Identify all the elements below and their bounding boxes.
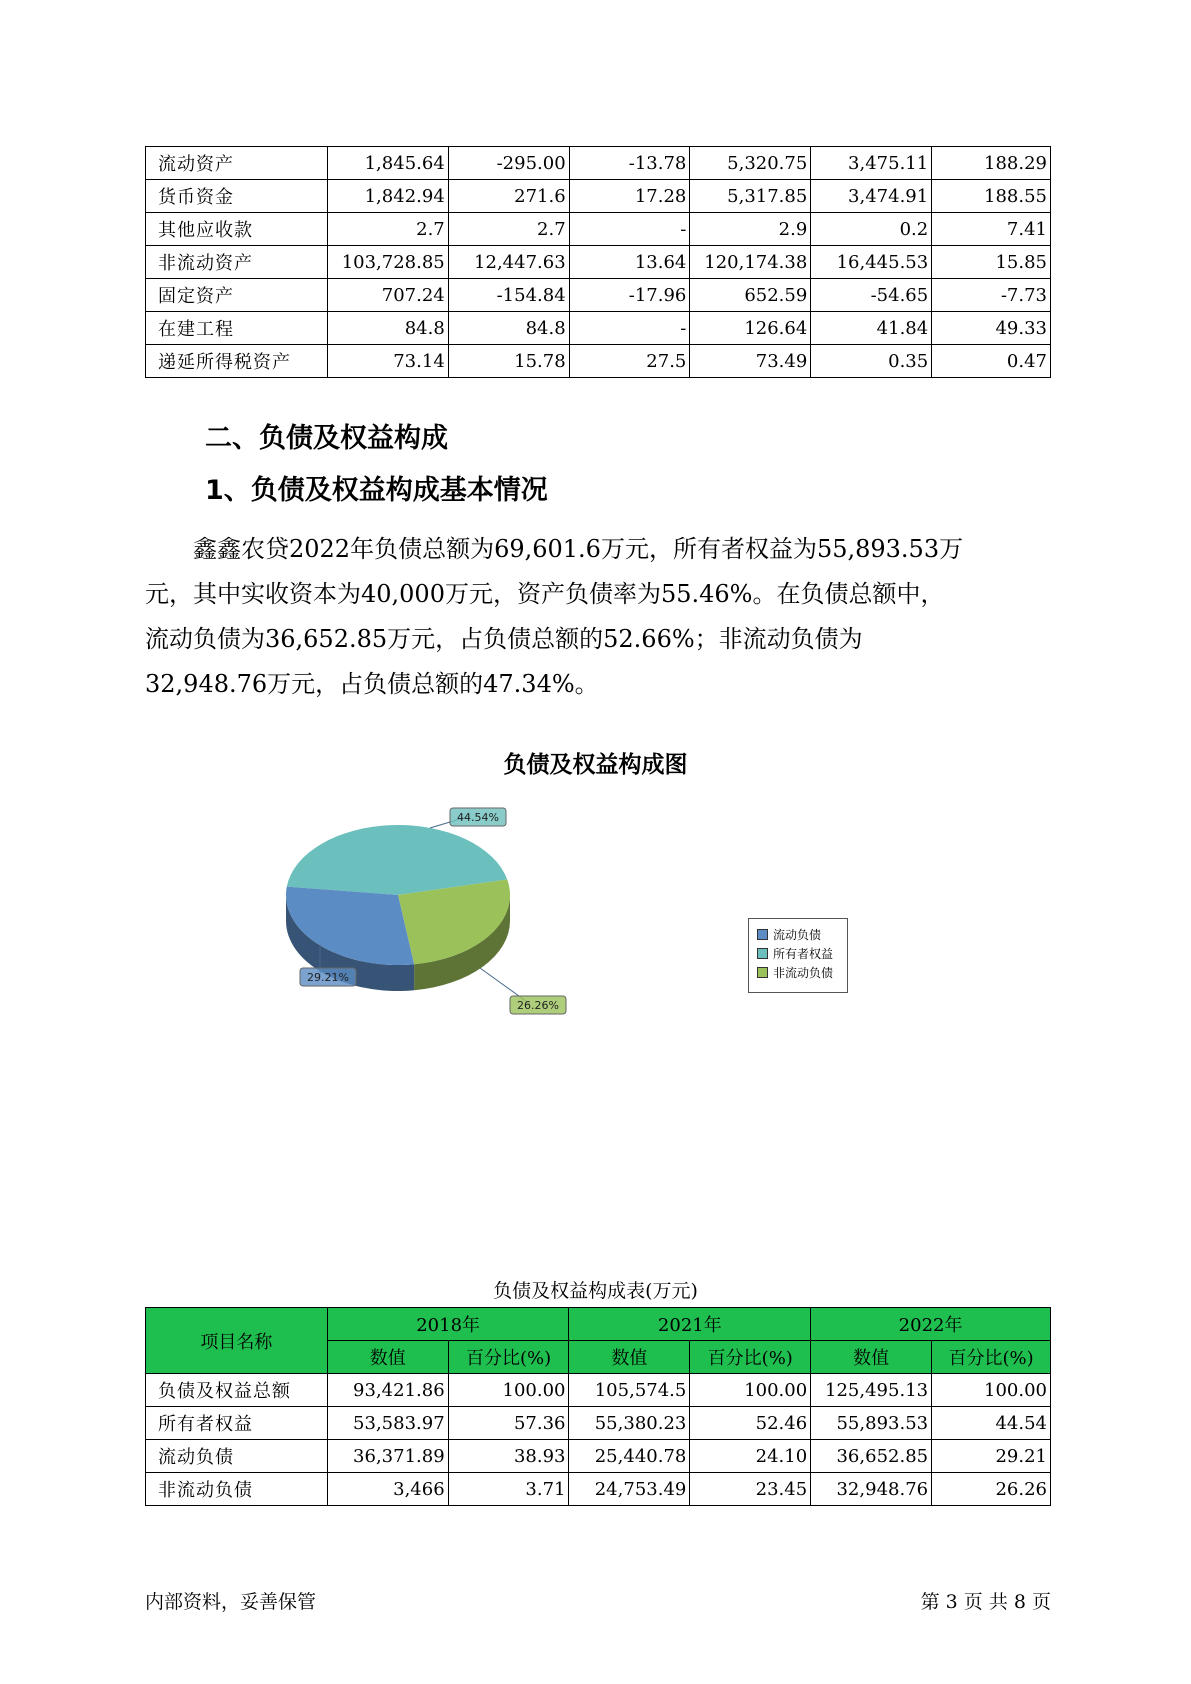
table-cell: 27.5 xyxy=(569,345,690,378)
row-label: 负债及权益总额 xyxy=(146,1374,328,1407)
table-cell: 1,845.64 xyxy=(327,147,448,180)
sub-header: 数值 xyxy=(811,1341,932,1374)
table-cell: 55,893.53 xyxy=(811,1407,932,1440)
legend-item xyxy=(757,963,847,982)
legend-item xyxy=(757,944,847,963)
table-cell: 5,317.85 xyxy=(690,180,811,213)
table-cell: 3.71 xyxy=(448,1473,569,1506)
row-label: 货币资金 xyxy=(146,180,328,213)
table-cell: 3,474.91 xyxy=(811,180,932,213)
table-cell: 25,440.78 xyxy=(569,1440,690,1473)
sub-header: 百分比(%) xyxy=(932,1341,1051,1374)
table-cell: 120,174.38 xyxy=(690,246,811,279)
table-cell: - xyxy=(569,312,690,345)
table-row xyxy=(146,213,1051,246)
table-row xyxy=(146,1374,1051,1407)
row-label: 流动资产 xyxy=(146,147,328,180)
row-label: 非流动负债 xyxy=(146,1473,328,1506)
table-cell: 73.14 xyxy=(327,345,448,378)
table-cell: 12,447.63 xyxy=(448,246,569,279)
paragraph-line: 元，其中实收资本为40,000万元，资产负债率为55.46%。在负债总额中， xyxy=(145,580,945,608)
table-cell: 93,421.86 xyxy=(327,1374,448,1407)
chart-legend xyxy=(748,918,848,993)
table-row xyxy=(146,345,1051,378)
section-heading: 二、负债及权益构成 xyxy=(205,423,448,454)
year-header: 2021年 xyxy=(569,1308,811,1341)
subsection-heading: 1、负债及权益构成基本情况 xyxy=(205,475,548,506)
asset-table xyxy=(145,146,1051,378)
footer-page-number: 第 3 页 共 8 页 xyxy=(920,1591,1051,1613)
table-cell: 15.78 xyxy=(448,345,569,378)
table-cell: 55,380.23 xyxy=(569,1407,690,1440)
table-cell: 57.36 xyxy=(448,1407,569,1440)
table-cell: 3,466 xyxy=(327,1473,448,1506)
table-cell: -154.84 xyxy=(448,279,569,312)
row-label: 其他应收款 xyxy=(146,213,328,246)
legend-swatch xyxy=(757,967,768,978)
footer-confidential: 内部资料，妥善保管 xyxy=(145,1591,317,1613)
table-cell: 0.35 xyxy=(811,345,932,378)
table-cell: 125,495.13 xyxy=(811,1374,932,1407)
table-row xyxy=(146,279,1051,312)
legend-item xyxy=(757,925,847,944)
table-cell: 32,948.76 xyxy=(811,1473,932,1506)
pie-data-label: 44.54% xyxy=(457,811,499,824)
body-paragraph xyxy=(145,527,1065,707)
table-row xyxy=(146,312,1051,345)
table-cell: 36,652.85 xyxy=(811,1440,932,1473)
table-row xyxy=(146,1440,1051,1473)
row-label: 流动负债 xyxy=(146,1440,328,1473)
sub-header: 百分比(%) xyxy=(690,1341,811,1374)
sub-header: 数值 xyxy=(327,1341,448,1374)
table-cell: 2.7 xyxy=(327,213,448,246)
table-cell: -13.78 xyxy=(569,147,690,180)
table-cell: 38.93 xyxy=(448,1440,569,1473)
table-cell: 7.41 xyxy=(932,213,1051,246)
sub-header: 数值 xyxy=(569,1341,690,1374)
table-cell: 2.9 xyxy=(690,213,811,246)
table-cell: -54.65 xyxy=(811,279,932,312)
table-cell: 16,445.53 xyxy=(811,246,932,279)
legend-swatch xyxy=(757,948,768,959)
table-cell: 15.85 xyxy=(932,246,1051,279)
paragraph-line: 流动负债为36,652.85万元，占负债总额的52.66%；非流动负债为 xyxy=(145,625,863,653)
row-label: 固定资产 xyxy=(146,279,328,312)
table-cell: 652.59 xyxy=(690,279,811,312)
sub-header: 百分比(%) xyxy=(448,1341,569,1374)
table-row xyxy=(146,246,1051,279)
table-cell: 188.55 xyxy=(932,180,1051,213)
table-cell: 84.8 xyxy=(327,312,448,345)
table-cell: 5,320.75 xyxy=(690,147,811,180)
table-cell: 100.00 xyxy=(932,1374,1051,1407)
table-cell: 0.47 xyxy=(932,345,1051,378)
table-row xyxy=(146,1473,1051,1506)
table-cell: 73.49 xyxy=(690,345,811,378)
paragraph-line: 鑫鑫农贷2022年负债总额为69,601.6万元，所有者权益为55,893.53万 xyxy=(145,535,964,563)
table-cell: 13.64 xyxy=(569,246,690,279)
table-cell: -295.00 xyxy=(448,147,569,180)
table-row xyxy=(146,147,1051,180)
table-row xyxy=(146,1407,1051,1440)
legend-label: 非流动负债 xyxy=(773,966,834,980)
year-header: 2018年 xyxy=(327,1308,569,1341)
legend-label: 流动负债 xyxy=(773,928,822,942)
table-cell: 24.10 xyxy=(690,1440,811,1473)
table-cell: 44.54 xyxy=(932,1407,1051,1440)
pie-data-label: 29.21% xyxy=(307,971,349,984)
legend-label: 所有者权益 xyxy=(773,947,834,961)
table-cell: 100.00 xyxy=(690,1374,811,1407)
table-cell: 84.8 xyxy=(448,312,569,345)
liability-equity-table xyxy=(145,1307,1051,1506)
table-caption: 负债及权益构成表(万元) xyxy=(493,1280,698,1302)
table-cell: 100.00 xyxy=(448,1374,569,1407)
pie-chart xyxy=(280,790,600,1050)
row-label: 在建工程 xyxy=(146,312,328,345)
table-cell: 188.29 xyxy=(932,147,1051,180)
paragraph-line: 32,948.76万元，占负债总额的47.34%。 xyxy=(145,670,599,698)
table-cell: 2.7 xyxy=(448,213,569,246)
table-cell: 271.6 xyxy=(448,180,569,213)
row-label: 非流动资产 xyxy=(146,246,328,279)
chart-title: 负债及权益构成图 xyxy=(503,752,688,778)
table-cell: 52.46 xyxy=(690,1407,811,1440)
table-cell: - xyxy=(569,213,690,246)
table-cell: 126.64 xyxy=(690,312,811,345)
table-cell: 103,728.85 xyxy=(327,246,448,279)
legend-swatch xyxy=(757,929,768,940)
table-cell: 105,574.5 xyxy=(569,1374,690,1407)
table-cell: 24,753.49 xyxy=(569,1473,690,1506)
table-cell: 707.24 xyxy=(327,279,448,312)
row-label: 递延所得税资产 xyxy=(146,345,328,378)
pie-data-label: 26.26% xyxy=(517,999,559,1012)
item-header: 项目名称 xyxy=(146,1308,328,1374)
table-cell: 53,583.97 xyxy=(327,1407,448,1440)
table-cell: 1,842.94 xyxy=(327,180,448,213)
table-cell: 23.45 xyxy=(690,1473,811,1506)
table-cell: 3,475.11 xyxy=(811,147,932,180)
table-cell: 36,371.89 xyxy=(327,1440,448,1473)
table-cell: 17.28 xyxy=(569,180,690,213)
table-cell: 41.84 xyxy=(811,312,932,345)
year-header: 2022年 xyxy=(811,1308,1051,1341)
table-cell: 0.2 xyxy=(811,213,932,246)
table-cell: 29.21 xyxy=(932,1440,1051,1473)
row-label: 所有者权益 xyxy=(146,1407,328,1440)
table-cell: 26.26 xyxy=(932,1473,1051,1506)
table-cell: -17.96 xyxy=(569,279,690,312)
table-row xyxy=(146,180,1051,213)
table-cell: -7.73 xyxy=(932,279,1051,312)
table-cell: 49.33 xyxy=(932,312,1051,345)
